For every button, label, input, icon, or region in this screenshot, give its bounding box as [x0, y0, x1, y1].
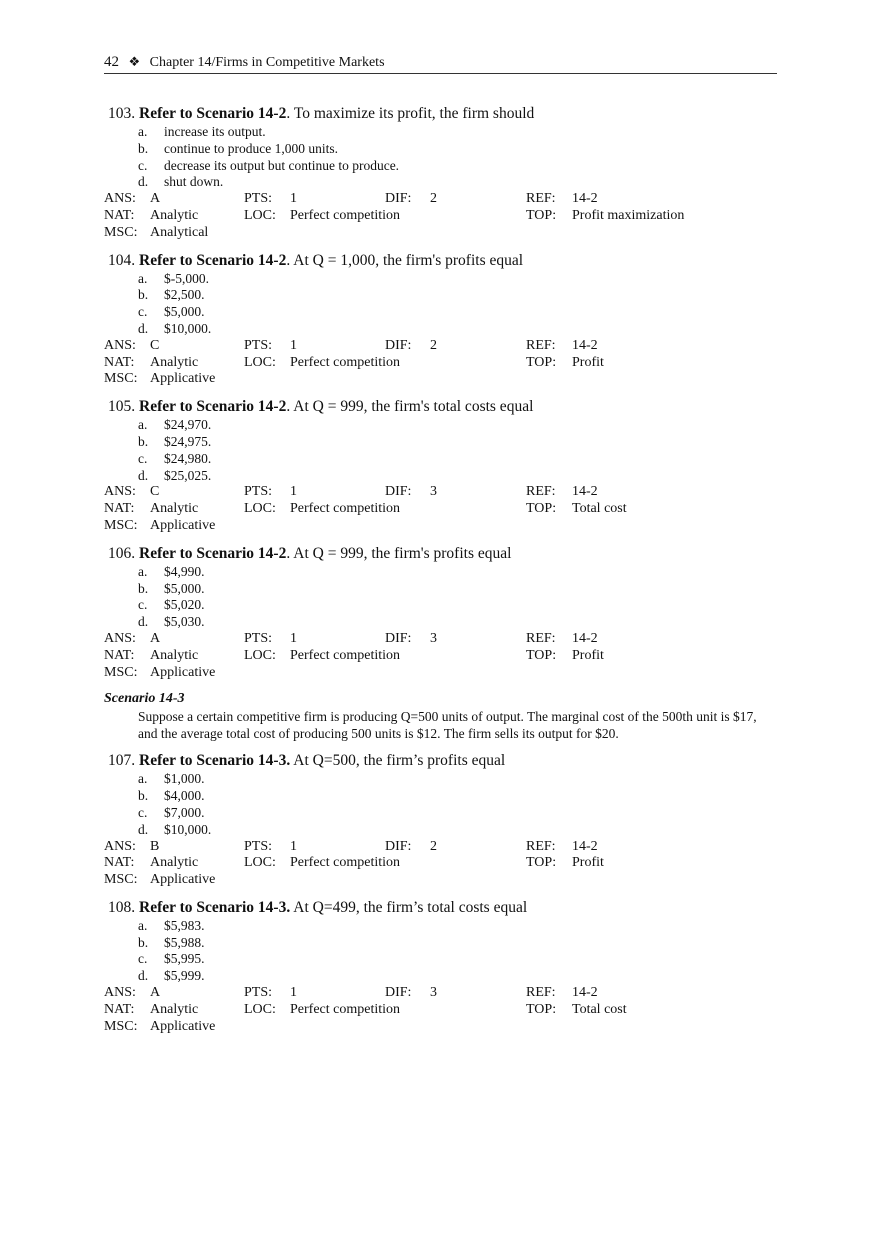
top-value: Total cost	[572, 1001, 627, 1017]
loc-value: Perfect competition	[290, 207, 401, 223]
option-letter: a.	[138, 417, 148, 433]
option-text: $10,000.	[164, 821, 212, 837]
option-letter: b.	[138, 433, 149, 449]
option-text: $-5,000.	[164, 270, 209, 286]
question-text: At Q=500, the firm’s profits equal	[290, 752, 506, 770]
question-item	[104, 751, 777, 889]
option-letter: c.	[138, 450, 148, 466]
top-value: Profit	[572, 354, 604, 370]
pts-value: 1	[290, 337, 297, 353]
option-text: $5,988.	[164, 934, 205, 950]
dif-label: DIF:	[385, 337, 412, 353]
answer-options	[104, 124, 777, 191]
option-letter: d.	[138, 320, 149, 336]
answer-metadata	[104, 985, 777, 1035]
nat-value: Analytic	[150, 1001, 199, 1017]
question-stem	[104, 751, 777, 771]
pts-label: PTS:	[244, 985, 273, 1001]
question-stem	[104, 104, 777, 124]
option-letter: a.	[138, 917, 148, 933]
ans-label: ANS:	[104, 985, 136, 1001]
answer-options	[104, 918, 777, 985]
ref-value: 14-2	[572, 484, 598, 500]
ref-value: 14-2	[572, 630, 598, 646]
ref-value: 14-2	[572, 191, 598, 207]
pts-label: PTS:	[244, 630, 273, 646]
option-letter: a.	[138, 270, 148, 286]
option-letter: b.	[138, 580, 149, 596]
scenario-reference: Refer to Scenario 14-2	[139, 544, 287, 562]
option-text: $7,000.	[164, 804, 205, 820]
question-list	[104, 104, 777, 1044]
option-text: $1,000.	[164, 771, 205, 787]
meta-row-nat	[104, 855, 777, 872]
answer-option	[104, 287, 777, 304]
question-text: . At Q = 999, the firm's profits equal	[286, 544, 512, 562]
scenario-block	[104, 690, 777, 742]
option-text: $5,020.	[164, 597, 205, 613]
answer-option	[104, 788, 777, 805]
scenario-reference: Refer to Scenario 14-3.	[139, 898, 291, 916]
answer-option	[104, 951, 777, 968]
top-value: Total cost	[572, 501, 627, 517]
answer-option	[104, 304, 777, 321]
page-header	[104, 52, 777, 74]
ref-label: REF:	[526, 337, 556, 353]
msc-label: MSC:	[104, 872, 138, 888]
pts-label: PTS:	[244, 838, 273, 854]
option-text: $25,025.	[164, 467, 212, 483]
option-text: $5,030.	[164, 614, 205, 630]
pts-value: 1	[290, 838, 297, 854]
msc-label: MSC:	[104, 371, 138, 387]
msc-label: MSC:	[104, 517, 138, 533]
answer-option	[104, 451, 777, 468]
dif-value: 3	[430, 630, 437, 646]
question-text: . At Q = 999, the firm's total costs equal	[286, 398, 534, 416]
question-stem	[104, 397, 777, 417]
pts-label: PTS:	[244, 337, 273, 353]
ans-label: ANS:	[104, 838, 136, 854]
pts-value: 1	[290, 985, 297, 1001]
dif-label: DIF:	[385, 630, 412, 646]
option-letter: c.	[138, 804, 148, 820]
msc-label: MSC:	[104, 664, 138, 680]
meta-row-msc	[104, 225, 777, 242]
ans-value: C	[150, 484, 160, 500]
option-letter: a.	[138, 124, 148, 139]
msc-value: Analytical	[150, 224, 209, 240]
top-label: TOP:	[526, 354, 557, 370]
dif-value: 3	[430, 985, 437, 1001]
nat-label: NAT:	[104, 354, 135, 370]
nat-label: NAT:	[104, 501, 135, 517]
scenario-reference: Refer to Scenario 14-3.	[139, 752, 291, 770]
chapter-title: Chapter 14/Firms in Competitive Markets	[149, 55, 385, 70]
answer-metadata	[104, 191, 777, 241]
pts-value: 1	[290, 484, 297, 500]
option-text: decrease its output but continue to produce.	[164, 157, 400, 173]
question-number: 108.	[108, 898, 136, 916]
diamond-separator-icon: ❖	[128, 54, 141, 69]
ans-label: ANS:	[104, 337, 136, 353]
dif-label: DIF:	[385, 838, 412, 854]
nat-value: Analytic	[150, 501, 199, 517]
answer-options	[104, 564, 777, 631]
answer-option	[104, 271, 777, 288]
dif-value: 3	[430, 484, 437, 500]
answer-option	[104, 822, 777, 839]
loc-value: Perfect competition	[290, 855, 401, 871]
answer-option	[104, 158, 777, 175]
scenario-text: Suppose a certain competitive firm is producing Q=500 units of output. The marginal cost of the 500th unit is $17, and the average total cost of producing 500 units is $12. The firm sells its output for $20.	[138, 709, 757, 742]
answer-metadata	[104, 839, 777, 889]
pts-label: PTS:	[244, 191, 273, 207]
meta-row-answer	[104, 338, 777, 355]
ans-value: C	[150, 337, 160, 353]
loc-value: Perfect competition	[290, 501, 401, 517]
option-letter: b.	[138, 140, 149, 156]
answer-option	[104, 581, 777, 598]
option-text: increase its output.	[164, 124, 266, 139]
question-stem	[104, 544, 777, 564]
loc-value: Perfect competition	[290, 354, 401, 370]
answer-option	[104, 805, 777, 822]
ans-value: B	[150, 838, 160, 854]
question-stem	[104, 251, 777, 271]
meta-row-answer	[104, 839, 777, 856]
meta-row-nat	[104, 501, 777, 518]
nat-label: NAT:	[104, 1001, 135, 1017]
scenario-reference: Refer to Scenario 14-2	[139, 105, 287, 122]
meta-row-nat	[104, 355, 777, 372]
question-number: 106.	[108, 544, 136, 562]
answer-option	[104, 321, 777, 338]
scenario-reference: Refer to Scenario 14-2	[139, 251, 287, 269]
msc-value: Applicative	[150, 664, 216, 680]
option-letter: c.	[138, 304, 148, 320]
loc-label: LOC:	[244, 855, 276, 871]
option-letter: d.	[138, 174, 149, 190]
option-letter: b.	[138, 287, 149, 303]
option-text: continue to produce 1,000 units.	[164, 140, 338, 156]
option-text: $24,970.	[164, 417, 212, 433]
ans-label: ANS:	[104, 191, 136, 207]
answer-option	[104, 614, 777, 631]
ref-label: REF:	[526, 484, 556, 500]
answer-metadata	[104, 631, 777, 681]
option-text: $24,975.	[164, 433, 212, 449]
loc-label: LOC:	[244, 1001, 276, 1017]
loc-value: Perfect competition	[290, 1001, 401, 1017]
option-letter: c.	[138, 597, 148, 613]
answer-option	[104, 935, 777, 952]
option-text: $2,500.	[164, 287, 205, 303]
option-text: $5,000.	[164, 304, 205, 320]
option-letter: b.	[138, 788, 149, 804]
answer-option	[104, 968, 777, 985]
question-item	[104, 544, 777, 682]
option-text: $5,000.	[164, 580, 205, 596]
option-text: $5,999.	[164, 968, 205, 984]
answer-option	[104, 434, 777, 451]
option-text: $5,983.	[164, 917, 205, 933]
nat-value: Analytic	[150, 207, 199, 223]
answer-option	[104, 597, 777, 614]
option-text: $5,995.	[164, 951, 205, 967]
top-label: TOP:	[526, 207, 557, 223]
meta-row-nat	[104, 1002, 777, 1019]
loc-label: LOC:	[244, 647, 276, 663]
option-letter: b.	[138, 934, 149, 950]
option-letter: d.	[138, 821, 149, 837]
top-label: TOP:	[526, 647, 557, 663]
answer-options	[104, 417, 777, 484]
pts-value: 1	[290, 191, 297, 207]
answer-option	[104, 468, 777, 485]
ans-value: A	[150, 191, 161, 207]
dif-label: DIF:	[385, 484, 412, 500]
ref-label: REF:	[526, 985, 556, 1001]
top-label: TOP:	[526, 501, 557, 517]
msc-value: Applicative	[150, 517, 216, 533]
question-stem	[104, 898, 777, 918]
meta-row-msc	[104, 665, 777, 682]
loc-label: LOC:	[244, 354, 276, 370]
nat-value: Analytic	[150, 354, 199, 370]
question-number: 107.	[108, 752, 136, 770]
question-text: . To maximize its profit, the firm should	[286, 105, 535, 122]
page-number: 42	[104, 54, 119, 70]
ref-label: REF:	[526, 838, 556, 854]
ans-value: A	[150, 630, 161, 646]
answer-options	[104, 271, 777, 338]
option-letter: d.	[138, 614, 149, 630]
question-number: 103.	[108, 105, 136, 122]
question-number: 104.	[108, 251, 136, 269]
dif-value: 2	[430, 337, 437, 353]
top-value: Profit maximization	[572, 207, 685, 223]
answer-option	[104, 174, 777, 191]
loc-label: LOC:	[244, 207, 276, 223]
answer-metadata	[104, 338, 777, 388]
meta-row-nat	[104, 208, 777, 225]
ref-label: REF:	[526, 191, 556, 207]
scenario-title: Scenario 14-3	[104, 691, 185, 707]
top-label: TOP:	[526, 855, 557, 871]
ref-value: 14-2	[572, 337, 598, 353]
option-letter: d.	[138, 968, 149, 984]
loc-value: Perfect competition	[290, 647, 401, 663]
top-label: TOP:	[526, 1001, 557, 1017]
option-letter: a.	[138, 563, 148, 579]
option-text: $24,980.	[164, 450, 212, 466]
dif-value: 2	[430, 838, 437, 854]
loc-label: LOC:	[244, 501, 276, 517]
meta-row-msc	[104, 518, 777, 535]
msc-value: Applicative	[150, 872, 216, 888]
meta-row-answer	[104, 484, 777, 501]
msc-label: MSC:	[104, 224, 138, 240]
meta-row-nat	[104, 648, 777, 665]
nat-value: Analytic	[150, 855, 199, 871]
ref-label: REF:	[526, 630, 556, 646]
ans-value: A	[150, 985, 161, 1001]
ref-value: 14-2	[572, 985, 598, 1001]
answer-option	[104, 124, 777, 141]
question-item	[104, 898, 777, 1036]
answer-option	[104, 564, 777, 581]
option-letter: a.	[138, 771, 148, 787]
msc-label: MSC:	[104, 1018, 138, 1034]
question-group-scenario-14-2	[104, 104, 777, 681]
nat-label: NAT:	[104, 207, 135, 223]
question-number: 105.	[108, 398, 136, 416]
question-item	[104, 251, 777, 389]
scenario-reference: Refer to Scenario 14-2	[139, 398, 287, 416]
answer-options	[104, 771, 777, 838]
answer-option	[104, 141, 777, 158]
option-text: $10,000.	[164, 320, 212, 336]
meta-row-msc	[104, 371, 777, 388]
pts-label: PTS:	[244, 484, 273, 500]
nat-label: NAT:	[104, 647, 135, 663]
meta-row-answer	[104, 191, 777, 208]
answer-option	[104, 771, 777, 788]
question-group-scenario-14-3	[104, 751, 777, 1035]
top-value: Profit	[572, 855, 604, 871]
meta-row-answer	[104, 985, 777, 1002]
option-letter: d.	[138, 467, 149, 483]
answer-option	[104, 918, 777, 935]
option-letter: c.	[138, 157, 148, 173]
answer-metadata	[104, 484, 777, 534]
top-value: Profit	[572, 647, 604, 663]
question-item	[104, 104, 777, 242]
dif-value: 2	[430, 191, 437, 207]
option-letter: c.	[138, 951, 148, 967]
msc-value: Applicative	[150, 1018, 216, 1034]
meta-row-answer	[104, 631, 777, 648]
msc-value: Applicative	[150, 371, 216, 387]
answer-option	[104, 417, 777, 434]
ref-value: 14-2	[572, 838, 598, 854]
meta-row-msc	[104, 1019, 777, 1036]
meta-row-msc	[104, 872, 777, 889]
dif-label: DIF:	[385, 191, 412, 207]
dif-label: DIF:	[385, 985, 412, 1001]
option-text: $4,990.	[164, 563, 205, 579]
question-item	[104, 397, 777, 535]
option-text: $4,000.	[164, 788, 205, 804]
question-text: At Q=499, the firm’s total costs equal	[290, 898, 528, 916]
ans-label: ANS:	[104, 484, 136, 500]
nat-label: NAT:	[104, 855, 135, 871]
option-text: shut down.	[164, 174, 224, 190]
nat-value: Analytic	[150, 647, 199, 663]
question-text: . At Q = 1,000, the firm's profits equal	[286, 251, 524, 269]
ans-label: ANS:	[104, 630, 136, 646]
pts-value: 1	[290, 630, 297, 646]
